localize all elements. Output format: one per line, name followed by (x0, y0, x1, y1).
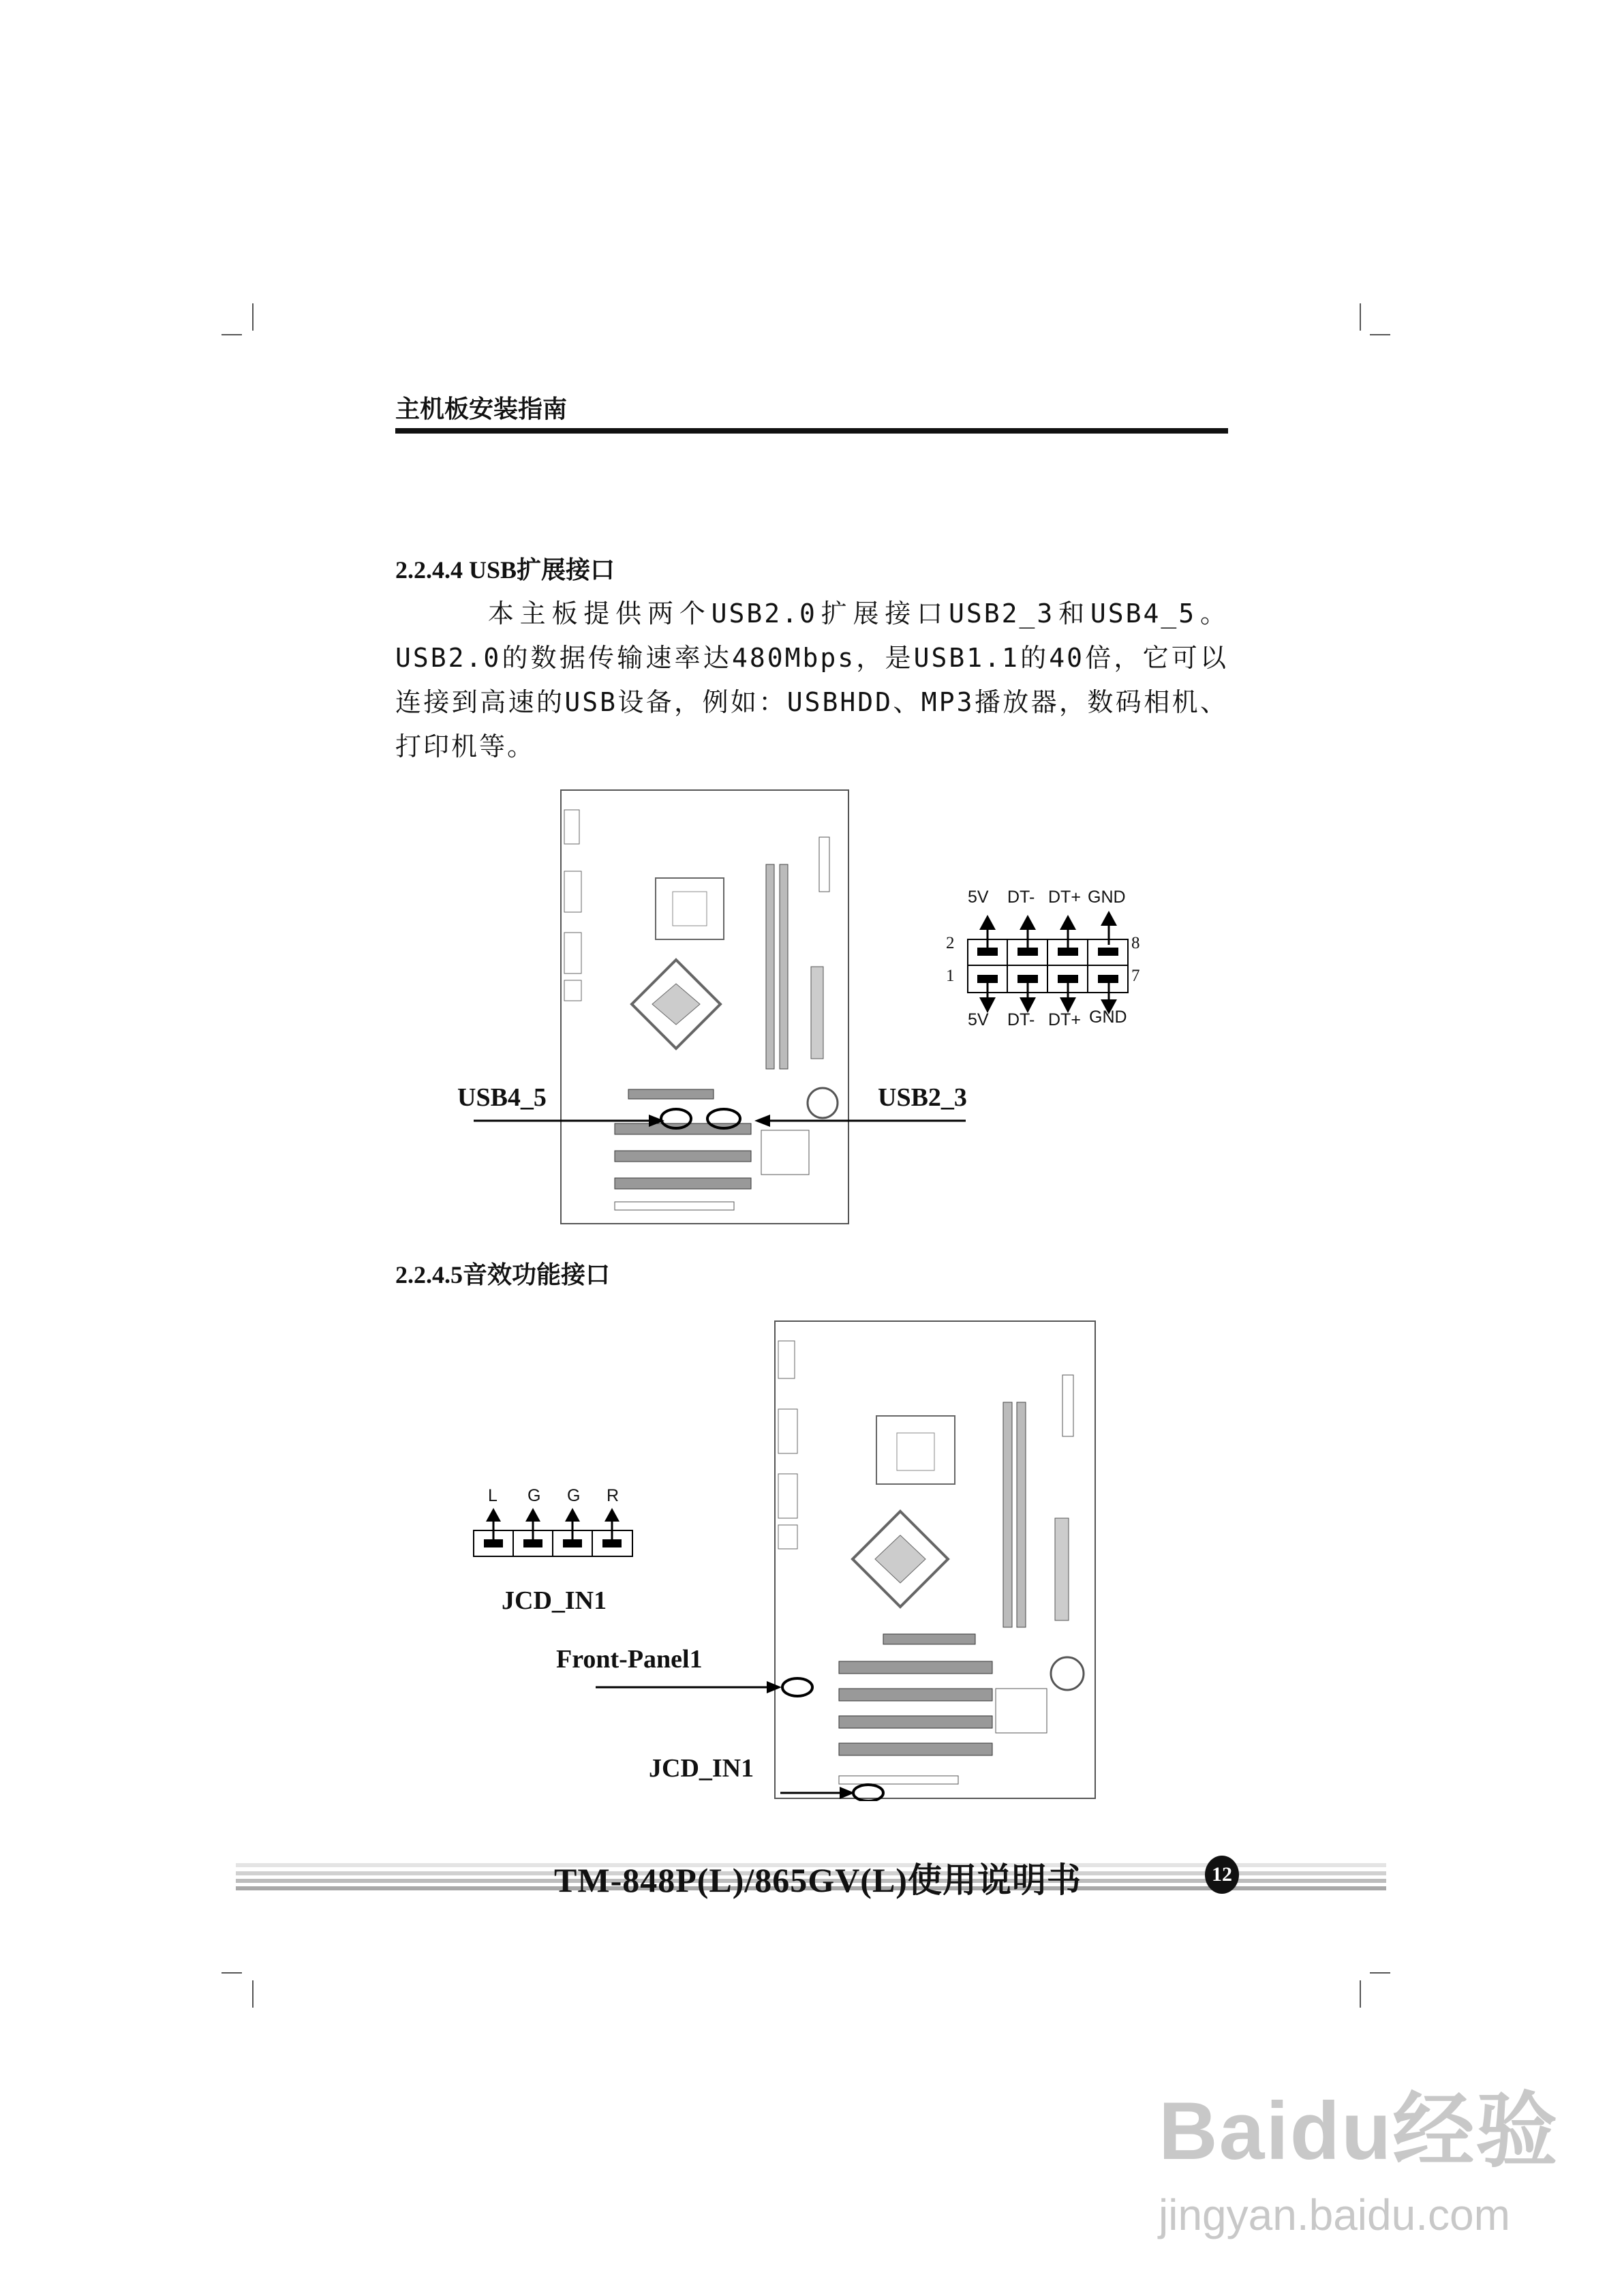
label-jcd-in1: JCD_IN1 (649, 1754, 754, 1783)
page-number: 12 (1205, 1856, 1239, 1894)
crop-mark (221, 334, 242, 335)
pin-label-bottom: GND (1089, 1008, 1127, 1027)
label-usb4-5: USB4_5 (457, 1083, 547, 1112)
section-title-usb: 2.2.4.4 USB扩展接口 (395, 556, 615, 584)
jcd-pinout-diagram (470, 1507, 637, 1561)
crop-mark (1360, 1980, 1361, 2008)
crop-mark (1360, 303, 1361, 331)
pin-number: 7 (1131, 967, 1140, 985)
crop-mark (1370, 1972, 1390, 1974)
pin-label-bottom: 5V (968, 1010, 989, 1029)
section-title-audio: 2.2.4.5音效功能接口 (395, 1261, 611, 1288)
pin-number: 1 (946, 967, 955, 985)
audio-pin-label: R (607, 1486, 619, 1505)
pin-label-top: GND (1088, 888, 1126, 907)
pin-number: 8 (1131, 934, 1140, 952)
pin-label-top: DT+ (1048, 888, 1081, 907)
crop-mark (1370, 334, 1390, 335)
crop-mark (221, 1972, 242, 1974)
pin-label-top: 5V (968, 888, 989, 907)
watermark-brand: Baidu经验 (1159, 2085, 1559, 2177)
audio-pointer-arrows (593, 1677, 866, 1807)
crop-mark (252, 1980, 254, 2008)
audio-pin-label: G (567, 1486, 581, 1505)
watermark-url: jingyan.baidu.com (1159, 2190, 1510, 2239)
footer-title: TM-848P(L)/865GV(L)使用说明书 (477, 1853, 1159, 1902)
jcd-connector-name: JCD_IN1 (502, 1586, 607, 1615)
audio-pin-label: G (527, 1486, 541, 1505)
usb-description-text: 本主板提供两个USB2.0扩展接口USB2_3和USB4_5。USB2.0的数据传输速率达480Mbps，是USB1.1的40倍，它可以连接到高速的USB设备，例如：USBHDD、MP3播放器，数码相机、打印机等。 (395, 599, 1228, 761)
baidu-watermark (1159, 2066, 1559, 2240)
pin-label-bottom: DT- (1007, 1010, 1035, 1029)
pin-number: 2 (946, 934, 955, 952)
crop-mark (252, 303, 254, 331)
motherboard-diagram-usb (560, 789, 849, 1226)
usb-pointer-arrows (470, 1111, 975, 1132)
page-header-title: 主机板安装指南 (395, 395, 568, 423)
pin-label-bottom: DT+ (1048, 1010, 1081, 1029)
label-usb2-3: USB2_3 (878, 1083, 967, 1112)
audio-pin-label: L (488, 1486, 498, 1505)
pin-label-top: DT- (1007, 888, 1035, 907)
header-rule (395, 428, 1228, 434)
label-front-panel: Front-Panel1 (556, 1645, 703, 1674)
usb-description (395, 592, 1228, 769)
